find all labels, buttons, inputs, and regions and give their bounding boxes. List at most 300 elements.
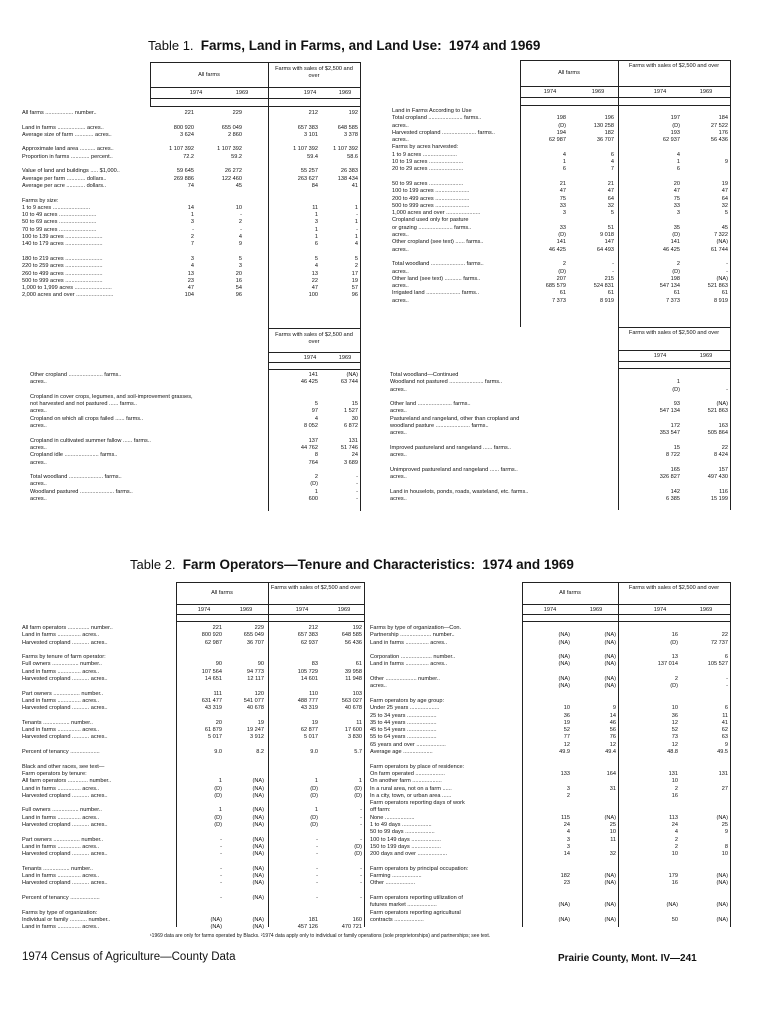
table2-years: 1974 and 1969: [482, 557, 574, 572]
row-label: Farms by tenure of farm operator:: [22, 654, 106, 661]
t1-lower-left-col-1974: [284, 372, 318, 503]
table-cell: (D): [354, 843, 362, 850]
table-cell: 40 678: [344, 705, 362, 712]
table-cell: (NA): [604, 661, 616, 668]
table-cell: 5.7: [354, 749, 362, 756]
t1-lower-left-labels: [30, 372, 268, 503]
table-cell: 17: [351, 270, 358, 277]
row-label: Cropland in cover crops, legumes, and soil-improvement grasses,: [30, 393, 193, 400]
table-cell: 73: [671, 734, 678, 741]
t2-right-col-1969-all: [576, 625, 616, 924]
t1-lower-right-col-1974: [644, 372, 680, 503]
table-cell: (NA): [346, 372, 358, 378]
row-label: Land in farms .................. acres..: [22, 124, 104, 131]
table-cell: [690, 166, 728, 173]
row-label: acres..: [392, 122, 409, 129]
table-cell: 57: [351, 285, 358, 292]
table-cell: -: [316, 843, 318, 850]
table-cell: [576, 807, 616, 814]
table-cell: [184, 829, 222, 836]
table-cell: 15: [673, 444, 680, 451]
table-cell: 2: [354, 263, 358, 270]
t2-left-col-1974-sales: [280, 625, 318, 931]
table-cell: -: [360, 880, 362, 887]
row-label: Total woodland ...................... farms..: [30, 474, 122, 481]
row-label: Value of land and buildings ..... $1,000..: [22, 168, 120, 175]
table2-footnote: ¹1969 data are only for farms operated by Blacks. ²1974 data apply only to individual or family operations (sole proprietorships) and partnerships; see text.: [150, 933, 491, 939]
table-cell: [160, 161, 194, 168]
header-sales: Farms with sales of $2,500 and over: [628, 585, 720, 591]
row-label: not harvested and not pastured ...... farms..: [30, 401, 137, 408]
row-label: Irrigated land ...................... farms..: [392, 290, 480, 297]
t1-lower-right-col-1969: [690, 372, 728, 503]
table-cell: 655 049: [243, 632, 264, 639]
row-label: Land in farms ............... acres..: [22, 697, 100, 704]
table-cell: 50: [671, 916, 678, 923]
table-cell: [576, 800, 616, 807]
row-label: [22, 756, 176, 763]
table-cell: 5 017: [304, 734, 318, 741]
t1-right-labels: [392, 108, 520, 305]
table-cell: [690, 481, 728, 488]
table-cell: -: [726, 261, 728, 268]
table-cell: [690, 379, 728, 386]
table-cell: 19: [563, 719, 570, 726]
row-label: 220 to 259 acres ........................: [22, 263, 103, 270]
table-cell: 4: [238, 234, 242, 241]
table-cell: 8: [724, 843, 728, 850]
row-label: Farming ...................: [370, 873, 422, 880]
header-1974: 1974: [189, 90, 203, 96]
header-1969: 1969: [235, 90, 249, 96]
table-cell: 764: [308, 459, 318, 466]
table-cell: -: [356, 212, 358, 219]
table-cell: 51: [607, 224, 614, 231]
table-cell: 4: [562, 151, 566, 158]
table-cell: 122 460: [221, 175, 242, 182]
table-cell: 182: [604, 129, 614, 136]
table-cell: [530, 866, 570, 873]
table-cell: (NA): [252, 851, 264, 858]
table-cell: 16: [671, 880, 678, 887]
table-cell: 14 601: [300, 676, 318, 683]
table-cell: 14: [187, 204, 194, 211]
table-cell: 3: [314, 219, 318, 226]
row-label: Average age ...................: [370, 749, 433, 756]
table-cell: [686, 895, 728, 902]
table-cell: 21: [559, 180, 566, 187]
table-cell: (NA): [252, 822, 264, 829]
table-cell: [638, 625, 678, 632]
table-cell: [184, 764, 222, 771]
row-label: 25 to 34 years ...................: [370, 712, 437, 719]
table-cell: 157: [718, 466, 728, 473]
row-label: [370, 691, 522, 698]
table-cell: [184, 756, 222, 763]
row-label: Approximate land area .......... acres..: [22, 146, 114, 153]
table-cell: 3: [676, 210, 680, 217]
row-label: [22, 888, 176, 895]
row-label: Average size of farm ............ acres..: [22, 131, 112, 138]
table-cell: 176: [718, 129, 728, 136]
table-cell: 12: [563, 741, 570, 748]
table-cell: 24: [351, 452, 358, 459]
table-cell: 64: [607, 195, 614, 202]
table-cell: [530, 756, 570, 763]
table-cell: 48.8: [667, 749, 678, 756]
table-cell: (NA): [716, 814, 728, 821]
t1-left-labels: [22, 110, 150, 300]
table-cell: (D): [558, 268, 566, 275]
table-cell: [280, 654, 318, 661]
table-cell: 72 737: [710, 639, 728, 646]
table-cell: 9 018: [600, 232, 614, 239]
table-cell: [576, 859, 616, 866]
row-label: 260 to 499 acres ........................: [22, 270, 103, 277]
table-cell: 10: [609, 829, 616, 836]
table-cell: 1: [218, 778, 222, 785]
row-label: [22, 117, 150, 124]
table2-name: Farm Operators—Tenure and Characteristics:: [182, 557, 476, 572]
table-cell: 61: [673, 290, 680, 297]
row-label: Harvested cropland ...................... farms..: [392, 129, 495, 136]
table-cell: 138 434: [337, 175, 358, 182]
header-1969: 1969: [239, 607, 253, 613]
table-cell: 62 877: [300, 727, 318, 734]
t2-left-labels: [22, 625, 176, 931]
table-cell: (NA): [604, 880, 616, 887]
row-label: acres..: [370, 683, 387, 690]
t1-left-col-1974-all: [160, 110, 194, 300]
table-cell: 8 722: [666, 452, 680, 459]
table-cell: [576, 756, 616, 763]
table-cell: [686, 778, 728, 785]
table-cell: [228, 902, 264, 909]
table-cell: 96: [351, 292, 358, 299]
table-cell: [686, 764, 728, 771]
table-cell: -: [220, 894, 222, 901]
table-cell: [228, 829, 264, 836]
table-cell: [324, 467, 358, 474]
row-label: Land in farms ............... acres..: [22, 924, 100, 931]
row-label: acres..: [30, 496, 47, 503]
row-label: futures market ...................: [370, 902, 437, 909]
table-cell: 90: [257, 661, 264, 668]
table-cell: -: [360, 822, 362, 829]
row-label: 50 to 69 acres ........................: [22, 219, 97, 226]
table-cell: 33: [559, 202, 566, 209]
row-label: [22, 683, 176, 690]
table-cell: [532, 144, 566, 151]
table-cell: 13: [187, 270, 194, 277]
table-cell: [690, 217, 728, 224]
table-cell: [228, 859, 264, 866]
row-label: All farms .................. number..: [22, 110, 97, 116]
row-label: 50 to 99 acres ......................: [392, 180, 464, 187]
table-cell: [638, 866, 678, 873]
row-label: 50 to 99 days ...................: [370, 829, 435, 836]
table-cell: [644, 481, 680, 488]
row-label: Harvested cropland ........... acres..: [22, 822, 108, 829]
row-label: acres..: [392, 283, 409, 290]
table-cell: [324, 198, 358, 205]
table-cell: 6 385: [666, 496, 680, 503]
row-label: Woodland pastured ...................... farms..: [30, 488, 133, 495]
table-cell: 10: [721, 851, 728, 858]
table-cell: [324, 117, 358, 124]
table-cell: 120: [254, 690, 264, 697]
table-cell: [184, 647, 222, 654]
table-cell: [324, 888, 362, 895]
table-cell: [690, 460, 728, 467]
table-cell: [280, 742, 318, 749]
table-cell: 93: [673, 401, 680, 408]
table-cell: 657 383: [297, 124, 318, 131]
row-label: acres..: [30, 408, 47, 415]
table-cell: 147: [604, 239, 614, 246]
table-cell: -: [356, 488, 358, 495]
table-cell: -: [356, 474, 358, 481]
table-cell: [638, 895, 678, 902]
table-cell: 137 014: [657, 661, 678, 668]
table-cell: 3 624: [180, 131, 194, 138]
table-cell: (NA): [604, 676, 616, 683]
table-cell: 20: [215, 719, 222, 726]
table-cell: (NA): [666, 902, 678, 909]
table-cell: [208, 117, 242, 124]
table-cell: [638, 691, 678, 698]
table-cell: 61: [721, 290, 728, 297]
table-cell: 160: [352, 916, 362, 923]
table-cell: 800 920: [201, 632, 222, 639]
t2-left-col-1974-all: [184, 625, 222, 931]
table-cell: [690, 372, 728, 379]
table-cell: [530, 669, 570, 676]
table-cell: [686, 859, 728, 866]
row-label: 100 to 199 acres ......................: [392, 188, 470, 195]
table-cell: 32: [721, 202, 728, 209]
table-cell: (NA): [716, 239, 728, 246]
row-label: 100 to 139 acres ........................: [22, 234, 103, 241]
table-cell: 2: [238, 219, 242, 226]
table-cell: 3: [566, 785, 570, 792]
row-label: Harvested cropland ........... acres..: [22, 792, 108, 799]
row-label: Cropland used only for pasture: [392, 217, 469, 224]
table-cell: [532, 217, 566, 224]
table-cell: [644, 254, 680, 261]
table-cell: (NA): [252, 894, 264, 901]
row-label: On another farm ...................: [370, 778, 442, 785]
table-cell: [690, 438, 728, 445]
row-label: [22, 139, 150, 146]
row-label: 140 to 179 acres ........................: [22, 241, 103, 248]
row-label: acres..: [392, 297, 409, 304]
table-cell: 26 383: [340, 168, 358, 175]
table-cell: 55 257: [300, 168, 318, 175]
table-cell: [280, 910, 318, 917]
row-label: [22, 161, 150, 168]
table-cell: 58.6: [347, 153, 358, 160]
table-cell: -: [612, 268, 614, 275]
header-1969: 1969: [591, 89, 605, 95]
header-sales: Farms with sales of $2,500 and over: [628, 330, 720, 336]
table-cell: (D): [214, 822, 222, 829]
table-cell: -: [356, 481, 358, 488]
table-cell: (NA): [252, 836, 264, 843]
table-cell: [530, 859, 570, 866]
row-label: [370, 888, 522, 895]
table-cell: 9: [612, 705, 616, 712]
row-label: [392, 174, 520, 181]
row-label: Land in farms ............... acres..: [22, 843, 100, 850]
table-cell: 113: [669, 814, 678, 821]
row-label: [370, 756, 522, 763]
table-cell: 1 527: [344, 408, 358, 415]
table-cell: [284, 117, 318, 124]
table-cell: 44 762: [300, 444, 318, 451]
table-cell: 3: [190, 255, 194, 262]
table-cell: 19: [257, 719, 264, 726]
row-label: Harvested cropland ........... acres..: [22, 639, 108, 646]
row-label: [22, 829, 176, 836]
table-cell: [284, 394, 318, 401]
table-cell: 62 987: [204, 639, 222, 646]
table-cell: 4: [314, 415, 318, 422]
table-cell: 7 373: [552, 297, 566, 304]
table-cell: [576, 691, 616, 698]
table-cell: [184, 742, 222, 749]
table-cell: 1: [354, 219, 358, 226]
table-cell: [686, 625, 728, 632]
row-label: 1,000 acres and over ......................: [392, 210, 481, 217]
table-cell: -: [726, 676, 728, 683]
table-cell: 45: [235, 182, 242, 189]
table-cell: 1: [314, 488, 318, 495]
table-cell: (NA): [558, 632, 570, 639]
table-cell: (D): [670, 639, 678, 646]
row-label: Average per acre ............ dollars..: [22, 182, 107, 189]
table-cell: [228, 756, 264, 763]
table-cell: 3 830: [348, 734, 362, 741]
table-cell: [578, 174, 614, 181]
table-cell: 505 864: [707, 430, 728, 437]
row-label: acres..: [390, 452, 407, 459]
table-cell: 8 919: [600, 297, 614, 304]
table-cell: 130 258: [593, 122, 614, 129]
table-cell: 12: [609, 741, 616, 748]
table-cell: (D): [214, 792, 222, 799]
table-cell: 43 319: [300, 705, 318, 712]
row-label: Cropland on which all crops failed ...... farms..: [30, 415, 144, 422]
table1-title: [148, 38, 540, 53]
table-cell: 4: [314, 263, 318, 270]
table-cell: [324, 859, 362, 866]
table-cell: -: [356, 226, 358, 233]
table-cell: -: [360, 814, 362, 821]
table-cell: [324, 764, 362, 771]
table-cell: [324, 249, 358, 256]
table-cell: 521 863: [707, 408, 728, 415]
t1-left-col-1969-sales: [324, 110, 358, 300]
t2-right-col-1974-all: [530, 625, 570, 924]
table-cell: 36 707: [246, 639, 264, 646]
table-cell: 2: [190, 234, 194, 241]
table-cell: 52: [563, 727, 570, 734]
table-cell: (D): [310, 785, 318, 792]
table-cell: 11: [312, 204, 318, 211]
row-label: Unimproved pastureland and rangeland ...... farms..: [390, 466, 518, 473]
t1-left-col-1974-sales: [284, 110, 318, 300]
row-label: Cropland idle ...................... farms..: [30, 452, 118, 459]
table-cell: 600: [308, 496, 318, 503]
table-cell: -: [726, 386, 728, 393]
table-cell: 23: [563, 880, 570, 887]
row-label: Average per farm ............ dollars..: [22, 175, 107, 182]
row-label: 1 to 49 days ...................: [370, 822, 432, 829]
table-cell: 19: [311, 719, 318, 726]
t2-right-col-1974-sales: [638, 625, 678, 924]
table-cell: 1: [676, 159, 680, 166]
table-cell: 36: [671, 712, 678, 719]
table-cell: 47: [673, 188, 680, 195]
table-cell: 4: [676, 151, 680, 158]
table-cell: 46 425: [548, 246, 566, 253]
row-label: acres..: [392, 137, 409, 144]
table-cell: (NA): [716, 275, 728, 282]
table-cell: [576, 625, 616, 632]
table-cell: -: [220, 873, 222, 880]
row-label: [390, 438, 618, 445]
row-label: Land in farms ............... acres..: [22, 668, 100, 675]
header-sales: Farms with sales of $2,500 and over: [270, 585, 362, 591]
table-cell: 14: [563, 851, 570, 858]
row-label: acres..: [392, 232, 409, 239]
row-label: [370, 647, 522, 654]
header-1969: 1969: [589, 607, 603, 613]
table-cell: [530, 807, 570, 814]
row-label: Part owners ................. number..: [22, 690, 104, 697]
table-cell: [228, 764, 264, 771]
table-cell: [686, 888, 728, 895]
table-cell: [184, 910, 222, 917]
table-cell: [686, 793, 728, 800]
row-label: [390, 394, 618, 401]
table-cell: 198: [556, 115, 566, 122]
table-cell: 2: [676, 261, 680, 268]
table-cell: -: [360, 836, 362, 843]
table-cell: 1: [354, 234, 358, 241]
table-cell: 49.9: [559, 749, 570, 756]
row-label: 500 to 999 acres ........................: [22, 277, 103, 284]
table-cell: 84: [311, 182, 318, 189]
table-cell: 263 627: [297, 175, 318, 182]
table-cell: 63: [721, 734, 728, 741]
row-label: Tenants ................. number..: [22, 719, 93, 726]
table-cell: [578, 108, 614, 115]
table-cell: (NA): [716, 873, 728, 880]
row-label: Individual or family ........... number..: [22, 916, 111, 923]
table-cell: [530, 778, 570, 785]
table-cell: 36 707: [596, 137, 614, 144]
table-cell: 5: [314, 401, 318, 408]
table-cell: 64 493: [596, 246, 614, 253]
table-cell: (NA): [716, 916, 728, 923]
row-label: [22, 800, 176, 807]
table-cell: 12: [671, 741, 678, 748]
table-cell: -: [726, 683, 728, 690]
table-cell: 184: [718, 115, 728, 122]
row-label: 65 years and over ...................: [370, 741, 446, 748]
